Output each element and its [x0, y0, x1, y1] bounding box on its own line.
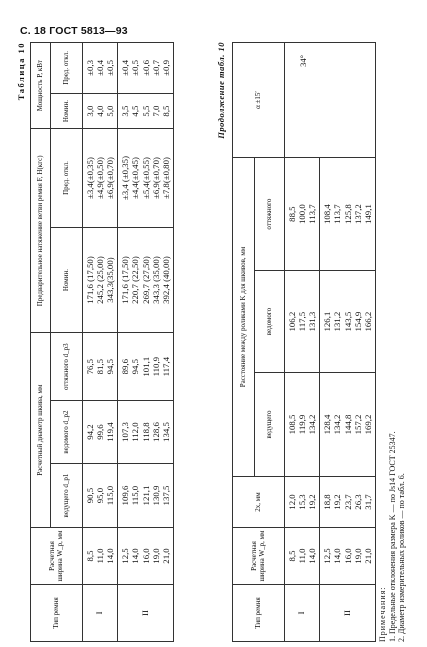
cell-value: 113,7: [307, 204, 318, 224]
col-width-header: Расчетная ширина W_p, мм: [233, 528, 285, 585]
table-cell: [83, 333, 118, 401]
cell-value: 76,5: [85, 358, 95, 375]
power-group-header: Мощность P, кВт: [31, 43, 51, 129]
cell-value: 154,9: [352, 311, 363, 332]
type-cell: I: [285, 585, 320, 642]
cell-value: 109,6: [120, 485, 131, 506]
col-width-header: Расчетная ширина W_p, мм: [31, 528, 83, 585]
cell-value: 137,5: [160, 485, 171, 506]
cell-value: 11,0: [297, 548, 308, 564]
col-k2-header: ведомого: [255, 271, 285, 373]
cell-value: 5,5: [140, 105, 151, 117]
table-row: [118, 43, 174, 642]
table-row: [285, 43, 320, 642]
cell-value: 14,0: [307, 548, 318, 564]
cell-value: 8,5: [85, 550, 95, 562]
cell-value: ±0,5: [130, 60, 141, 76]
type-cell: II: [118, 585, 174, 642]
cell-value: 15,3: [297, 494, 308, 510]
cell-value: ±5,4(±0,55): [140, 157, 151, 199]
col-f-header: Номин.: [51, 227, 83, 333]
cell-value: 5,0: [105, 105, 116, 117]
cell-value: ±6,9(±0,70): [105, 157, 116, 199]
cell-value: 3,0: [85, 105, 95, 117]
table-cell: [285, 271, 320, 373]
col-k3-header: оттяжного: [255, 158, 285, 271]
cell-value: ±0,3: [85, 60, 95, 76]
cell-value: 117,5: [297, 311, 308, 332]
cell-value: 108,5: [287, 414, 297, 435]
cell-value: 26,3: [352, 494, 363, 510]
cell-value: 220,7 (22,50): [130, 256, 141, 304]
table-row: [83, 43, 118, 642]
table-cell: [83, 129, 118, 227]
cell-value: 128,6: [150, 422, 161, 442]
table-cell: [285, 372, 320, 476]
table-cell: [320, 372, 376, 476]
cell-value: 118,8: [140, 422, 151, 442]
cell-value: 110,9: [150, 356, 161, 377]
cell-value: ±0,4: [120, 60, 131, 76]
cell-value: 31,7: [362, 494, 373, 510]
cell-value: ±0,7: [150, 60, 161, 76]
cell-value: 157,2: [352, 414, 363, 435]
cell-value: ±6,9(±0,70): [150, 157, 161, 199]
cell-value: ±0,9: [160, 60, 171, 76]
cell-value: 19,2: [332, 494, 343, 510]
cell-value: 269,7 (27,50): [140, 256, 151, 304]
cell-value: 166,2: [362, 311, 373, 332]
table-cell: [285, 158, 320, 271]
cell-value: 94,5: [105, 358, 116, 375]
cell-value: 119,4: [105, 422, 116, 442]
cell-value: 112,0: [130, 422, 141, 442]
cell-value: 4,5: [130, 105, 141, 117]
table-cell: [320, 271, 376, 373]
table-cell: [118, 129, 174, 227]
table-cell: [285, 477, 320, 528]
cell-value: 88,5: [287, 206, 297, 222]
cell-value: 134,2: [332, 414, 343, 435]
table-10-continuation: [232, 42, 376, 642]
tension-group-header: Предварительное натяжение ветви ремня F, Н(кгс): [31, 129, 51, 333]
cell-value: 108,4: [322, 204, 333, 224]
note-item: 2. Диаметр измерительных роликов — по табл. 6.: [397, 473, 407, 642]
cell-value: 4,0: [95, 105, 106, 117]
table-cell: [320, 477, 376, 528]
continuation-caption: Продолжение табл. 10: [216, 42, 226, 139]
col-2x-header: 2x, мм: [233, 477, 285, 528]
cell-value: 8,5: [287, 550, 297, 562]
table-cell: [118, 401, 174, 464]
table-cell: [118, 93, 174, 129]
table-cell: [83, 43, 118, 94]
cell-value: 21,0: [160, 548, 171, 564]
page-header: С. 18 ГОСТ 5813—93: [20, 25, 128, 37]
cell-value: 171,6 (17,50): [85, 256, 95, 304]
cell-value: 171,6 (17,50): [120, 256, 131, 304]
table-cell: [118, 464, 174, 528]
cell-value: ±4,4(±0,45): [130, 157, 141, 199]
cell-value: 131,2: [332, 311, 343, 332]
cell-value: 143,5: [342, 311, 353, 332]
cell-value: 11,0: [95, 548, 106, 564]
cell-value: ±4,9(±0,50): [95, 157, 106, 199]
table-cell: [83, 227, 118, 333]
diameter-group-header: Расчетный диаметр шкива, мм: [31, 333, 51, 528]
cell-value: ±0,5: [105, 60, 116, 76]
cell-value: 343,3(35,00): [105, 257, 116, 303]
cell-value: ±3,4 (±0,35): [120, 156, 131, 201]
table-cell: [118, 333, 174, 401]
cell-value: 100,0: [297, 204, 308, 224]
cell-value: 14,0: [105, 548, 116, 564]
cell-value: 23,7: [342, 494, 353, 510]
cell-value: 144,8: [342, 414, 353, 435]
cell-value: 19,0: [150, 548, 161, 564]
table-10-caption: Таблица 10: [16, 42, 26, 101]
cell-value: 392,4 (40,00): [160, 256, 171, 304]
table-cell: [83, 401, 118, 464]
cell-value: 21,0: [362, 548, 373, 564]
cell-value: 343,3 (35,00): [150, 256, 161, 304]
cell-value: 16,0: [140, 548, 151, 564]
cell-value: 16,0: [342, 548, 353, 564]
table-cell: [285, 528, 320, 585]
cell-value: 134,2: [307, 414, 318, 435]
cell-value: ±0,6: [140, 60, 151, 76]
cell-value: 12,5: [322, 548, 333, 564]
k-group-header: Расстояние между роликами K для шкивов, мм: [233, 158, 255, 477]
cell-value: 12,0: [287, 494, 297, 510]
cell-value: 121,1: [140, 485, 151, 506]
cell-value: 19,2: [307, 494, 318, 510]
col-type-header: Тип ремня: [233, 585, 285, 642]
cell-value: 131,3: [307, 311, 318, 332]
cell-value: 8,5: [160, 105, 171, 117]
table-cell: [83, 93, 118, 129]
col-k1-header: ведущего: [255, 372, 285, 476]
col-d3-header: оттяжного d_p3: [51, 333, 83, 401]
col-ftol-header: Пред. откл.: [51, 129, 83, 227]
cell-value: 113,7: [332, 204, 343, 224]
cell-value: ±3,4(±0,35): [85, 157, 95, 199]
cell-value: 89,6: [120, 358, 131, 375]
col-alpha-header: α ±15′: [233, 43, 285, 158]
cell-value: 245,2 (25,00): [95, 256, 106, 304]
cell-value: 119,9: [297, 414, 308, 435]
type-cell: I: [83, 585, 118, 642]
cell-value: 94,2: [85, 424, 95, 440]
cell-value: 7,0: [150, 105, 161, 117]
cell-value: 117,4: [160, 356, 171, 377]
cell-value: 115,0: [105, 485, 116, 506]
table-cell: [118, 227, 174, 333]
cell-value: 18,8: [322, 494, 333, 510]
col-d1-header: ведущего d_p1: [51, 464, 83, 528]
cell-value: 125,8: [342, 204, 353, 224]
table-10: [30, 42, 174, 642]
col-type-header: Тип ремня: [31, 585, 83, 642]
col-p-header: Номин.: [51, 93, 83, 129]
cell-value: 99,6: [95, 424, 106, 440]
cell-value: 14,0: [130, 548, 141, 564]
table-cell: [83, 528, 118, 585]
table-cell: [320, 158, 376, 271]
cell-value: 137,2: [352, 204, 363, 224]
cell-value: ±0,4: [95, 60, 106, 76]
cell-value: 12,5: [120, 548, 131, 564]
cell-value: 128,4: [322, 414, 333, 435]
cell-value: 95,0: [95, 487, 106, 504]
table-cell: [320, 528, 376, 585]
cell-value: 19,0: [352, 548, 363, 564]
cell-value: 107,3: [120, 422, 131, 442]
cell-value: 149,1: [362, 204, 373, 224]
cell-value: 94,5: [130, 358, 141, 375]
cell-value: 130,9: [150, 485, 161, 506]
notes-title: Примечания:: [378, 586, 387, 642]
cell-value: 90,5: [85, 487, 95, 504]
col-d2-header: ведомого d_p2: [51, 401, 83, 464]
cell-value: 134,5: [160, 422, 171, 442]
cell-value: 81,5: [95, 358, 106, 375]
cell-value: 169,2: [362, 414, 373, 435]
cell-value: 115,0: [130, 485, 141, 506]
table-cell: [83, 464, 118, 528]
notes: [378, 431, 407, 642]
table-cell: [118, 43, 174, 94]
cell-value: 14,0: [332, 548, 343, 564]
note-item: 1. Предельные отклонения размера K — по Js14 ГОСТ 25347.: [387, 431, 397, 642]
cell-value: ±7,8(±0,80): [160, 157, 171, 199]
rotated-content: [16, 42, 421, 642]
cell-value: 101,1: [140, 356, 151, 377]
cell-value: 106,2: [287, 311, 297, 332]
type-cell: II: [320, 585, 376, 642]
alpha-value: 34°: [285, 43, 376, 158]
col-ptol-header: Пред. откл.: [51, 43, 83, 94]
cell-value: 126,1: [322, 311, 333, 332]
table-cell: [118, 528, 174, 585]
cell-value: 3,5: [120, 105, 131, 117]
